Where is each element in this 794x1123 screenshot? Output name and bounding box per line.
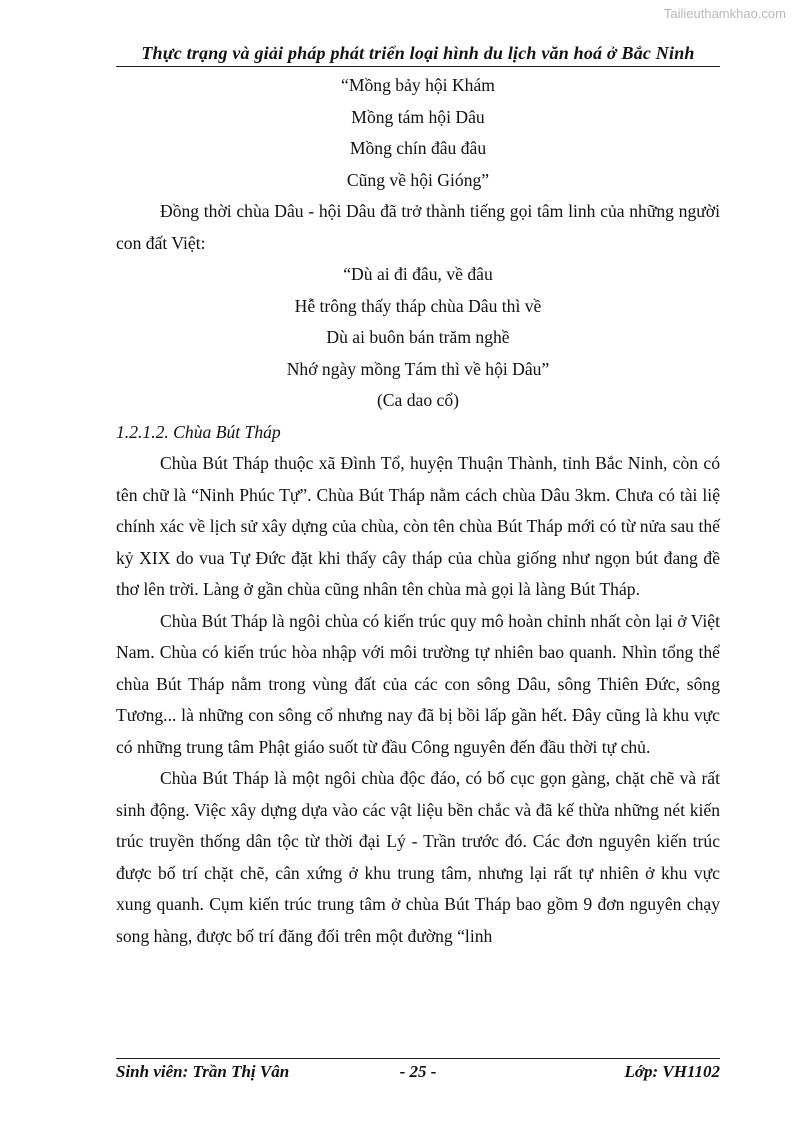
footer-page-number: - 25 - [399,1062,437,1081]
verse-line: Mồng tám hội Dâu [351,106,485,127]
document-body [116,70,720,952]
verse-line: “Mồng bảy hội Khám [341,75,495,95]
watermark-text: Tailieuthamkhao.com [663,6,786,21]
section-heading: 1.2.1.2. Chùa Bút Tháp [116,421,281,442]
paragraph: Đồng thời chùa Dâu - hội Dâu đã trở thành tiếng gọi tâm linh của những người con đất Việt: [116,201,720,253]
paragraph: Chùa Bút Tháp là ngôi chùa có kiến trúc quy mô hoàn chỉnh nhất còn lại ở Việt Nam. Chùa có kiến trúc hòa nhập với môi trường tự nhiên bao quanh. Nhìn tổng thể chùa Bút Tháp nằm trong vùng đất của các con sông Dâu, sông Thiên Đức, sông Tương... là những con sông cổ nhưng nay đã bị bồi lấp gần hết. Đây cũng là khu vực có những trung tâm Phật giáo suốt từ đầu Công nguyên đến đầu thời tự chủ. [116,610,720,757]
verse-line: “Dù ai đi đâu, về đâu [343,264,493,284]
verse-source: (Ca dao cổ) [376,390,460,410]
footer-class: Lớp: VH1102 [624,1062,720,1081]
page-header-title: Thực trạng và giải pháp phát triển loại hình du lịch văn hoá ở Bắc Ninh [141,43,695,63]
paragraph: Chùa Bút Tháp thuộc xã Đình Tổ, huyện Thuận Thành, tỉnh Bắc Ninh, còn có tên chữ là “Ninh Phúc Tự”. Chùa Bút Tháp nằm cách chùa Dâu 3km. Chưa có tài liệ chính xác về lịch sử xây dựng của chùa, còn tên chùa Bút Tháp mới có từ nửa sau thế kỷ XIX do vua Tự Đức đặt khi thấy cây tháp của chùa giống như ngọn bút đang đề thơ lên trời. Làng ở gần chùa cũng nhân tên chùa mà gọi là làng Bút Tháp. [116,453,720,599]
footer-divider [116,1058,720,1059]
verse-line: Dù ai buôn bán trăm nghề [326,327,510,347]
footer-student-name: Sinh viên: Trần Thị Vân [116,1062,290,1081]
header-divider [116,66,720,67]
verse-line: Mồng chín đâu đâu [349,138,487,158]
paragraph: Chùa Bút Tháp là một ngôi chùa độc đáo, có bố cục gọn gàng, chặt chẽ và rất sinh động. Việc xây dựng dựa vào các vật liệu bền chắc và đã kế thừa những nét kiến trúc truyền thống dân tộc từ thời đại Lý - Trần trước đó. Các đơn nguyên kiến trúc được bố trí chặt chẽ, cân xứng ở khu trung tâm, nhưng lại rất tự nhiên ở khu vực xung quanh. Cụm kiến trúc trung tâm ở chùa Bút Tháp bao gồm 9 đơn nguyên chạy song hàng, được bố trí đăng đối trên một đường “linh [116,768,720,946]
verse-line: Hễ trông thấy tháp chùa Dâu thì về [294,295,542,316]
verse-line: Nhớ ngày mồng Tám thì về hội Dâu” [286,358,550,379]
verse-line: Cũng về hội Gióng” [346,169,490,190]
